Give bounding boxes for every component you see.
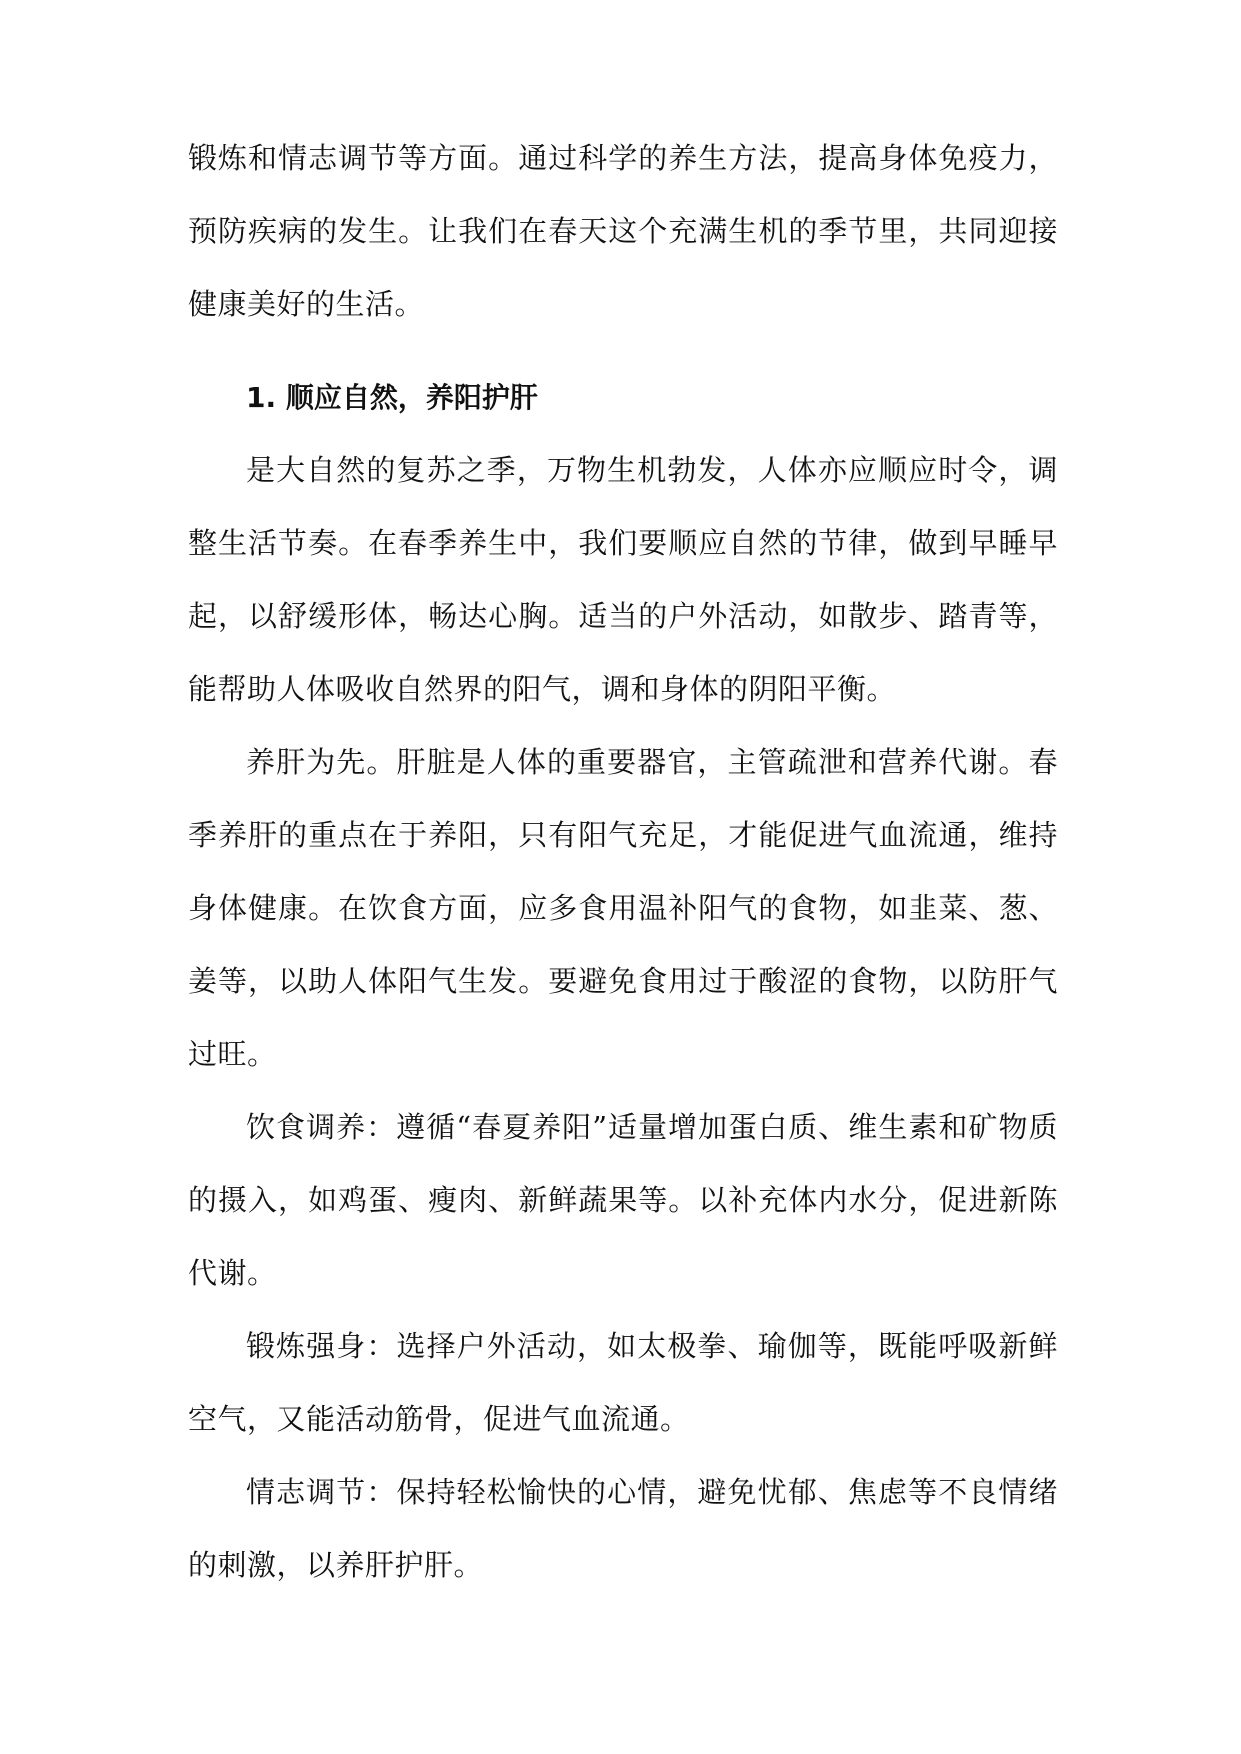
body-paragraph-4: 锻炼强身：选择户外活动，如太极拳、瑜伽等，既能呼吸新鲜空气，又能活动筋骨，促进气血流通。 xyxy=(188,1329,1058,1436)
body-paragraph-2: 养肝为先。肝脏是人体的重要器官，主管疏泄和营养代谢。春季养肝的重点在于养阳，只有阳气充足，才能促进气血流通，维持身体健康。在饮食方面，应多食用温补阳气的食物，如韭菜、葱、姜等，以助人体阳气生发。要避免食用过于酸涩的食物，以防肝气过旺。 xyxy=(188,745,1058,1071)
body-paragraph-5: 情志调节：保持轻松愉快的心情，避免忧郁、焦虑等不良情绪的刺激，以养肝护肝。 xyxy=(188,1475,1058,1582)
section-heading: 1. 顺应自然，养阳护肝 xyxy=(246,381,538,414)
spacer xyxy=(188,341,1058,361)
body-paragraph-1: 是大自然的复苏之季，万物生机勃发，人体亦应顺应时令，调整生活节奏。在春季养生中，我们要顺应自然的节律，做到早睡早起，以舒缓形体，畅达心胸。适当的户外活动，如散步、踏青等，能帮助人体吸收自然界的阳气，调和身体的阴阳平衡。 xyxy=(188,453,1058,706)
body-paragraph-3: 饮食调养：遵循“春夏养阳”适量增加蛋白质、维生素和矿物质的摄入，如鸡蛋、瘦肉、新鲜蔬果等。以补充体内水分，促进新陈代谢。 xyxy=(188,1110,1058,1290)
document-page xyxy=(188,122,1058,1602)
intro-paragraph: 锻炼和情志调节等方面。通过科学的养生方法，提高身体免疫力，预防疾病的发生。让我们在春天这个充满生机的季节里，共同迎接健康美好的生活。 xyxy=(188,141,1058,321)
